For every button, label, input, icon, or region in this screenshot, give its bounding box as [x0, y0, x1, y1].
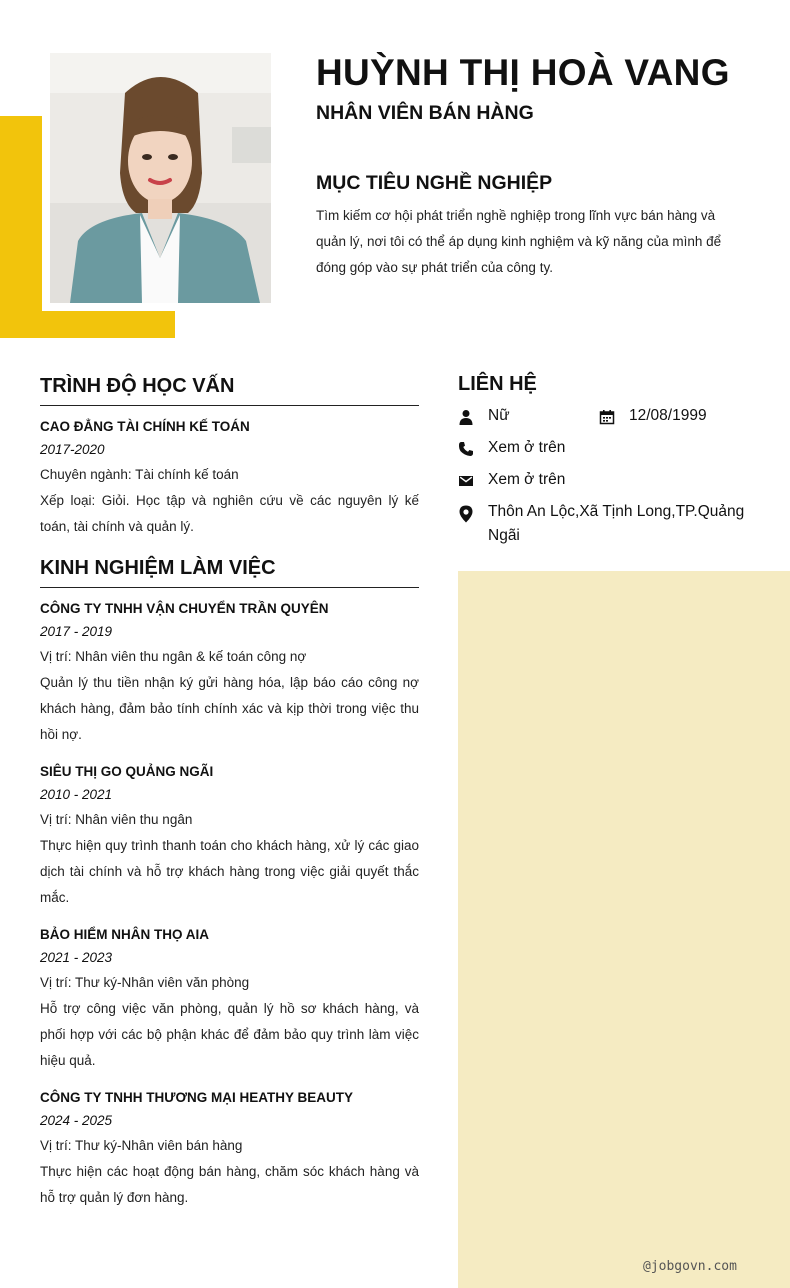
- contact-birthdate: 12/08/1999: [629, 407, 707, 424]
- education-entry: [40, 416, 419, 540]
- experience-entry: [40, 761, 419, 911]
- watermark: @jobgovn.com: [643, 1259, 737, 1274]
- experience-entry: [40, 598, 419, 748]
- experience-entry: [40, 924, 419, 1074]
- experience-entry: [40, 1087, 419, 1211]
- experience-position: Vị trí: Nhân viên thu ngân & kế toán công nợ: [40, 649, 307, 664]
- education-major: Chuyên ngành: Tài chính kế toán: [40, 467, 239, 482]
- job-title: NHÂN VIÊN BÁN HÀNG: [316, 102, 534, 124]
- decorative-panel: [458, 571, 790, 1288]
- accent-bar-horizontal: [0, 310, 175, 338]
- experience-years: 2010 - 2021: [40, 787, 113, 802]
- experience-description: Hỗ trợ công việc văn phòng, quản lý hồ sơ khách hàng, và phối hợp với các bộ phận khác để đảm bảo quy trình làm việc hiệu quả.: [40, 1001, 419, 1068]
- experience-description: Thực hiện quy trình thanh toán cho khách hàng, xử lý các giao dịch tài chính và hỗ trợ khách hàng trong việc giải quyết thắc mắc.: [40, 838, 419, 905]
- left-column: [40, 372, 419, 1211]
- accent-bar-vertical: [0, 116, 42, 338]
- experience-position: Vị trí: Nhân viên thu ngân: [40, 812, 193, 827]
- objective-text: Tìm kiếm cơ hội phát triển nghề nghiệp trong lĩnh vực bán hàng và quản lý, nơi tôi có thể áp dụng kinh nghiệm và kỹ năng của mình để đóng góp vào sự phát triển của công ty.: [316, 208, 722, 275]
- experience-years: 2024 - 2025: [40, 1113, 113, 1128]
- calendar-icon: [599, 409, 615, 425]
- contact-heading: LIÊN HỆ: [458, 373, 537, 395]
- experience-years: 2017 - 2019: [40, 624, 113, 639]
- experience-section: [40, 557, 419, 1211]
- company-name: CÔNG TY TNHH THƯƠNG MẠI HEATHY BEAUTY: [40, 1090, 353, 1105]
- company-name: SIÊU THỊ GO QUẢNG NGÃI: [40, 764, 214, 779]
- experience-position: Vị trí: Thư ký-Nhân viên bán hàng: [40, 1138, 243, 1153]
- envelope-icon: [458, 473, 474, 489]
- profile-photo: [50, 53, 271, 303]
- contact-phone: Xem ở trên: [488, 439, 566, 456]
- education-section: [40, 372, 419, 540]
- person-icon: [458, 409, 474, 425]
- contact-gender: Nữ: [488, 407, 510, 424]
- experience-description: Thực hiện các hoạt động bán hàng, chăm sóc khách hàng và hỗ trợ quản lý đơn hàng.: [40, 1164, 419, 1205]
- contact-email: Xem ở trên: [488, 471, 566, 488]
- education-heading: TRÌNH ĐỘ HỌC VẤN: [40, 372, 419, 406]
- experience-heading: KINH NGHIỆM LÀM VIỆC: [40, 557, 419, 588]
- education-detail: Xếp loại: Giỏi. Học tập và nghiên cứu về các nguyên lý kế toán, tài chính và quản lý.: [40, 493, 419, 534]
- objective-heading: MỤC TIÊU NGHỀ NGHIỆP: [316, 172, 553, 194]
- contact-address: Thôn An Lộc,Xã Tịnh Long,TP.Quảng Ngãi: [488, 503, 745, 544]
- company-name: BẢO HIỂM NHÂN THỌ AIA: [40, 927, 209, 942]
- experience-position: Vị trí: Thư ký-Nhân viên văn phòng: [40, 975, 250, 990]
- education-years: 2017-2020: [40, 442, 105, 457]
- school-name: CAO ĐẲNG TÀI CHÍNH KẾ TOÁN: [40, 419, 250, 434]
- experience-description: Quản lý thu tiền nhận ký gửi hàng hóa, lập báo cáo công nợ khách hàng, đảm bảo tính chính xác và kịp thời trong việc thu hồi nợ.: [40, 675, 419, 742]
- phone-icon: [458, 441, 474, 457]
- candidate-name: HUỲNH THỊ HOÀ VANG: [316, 52, 730, 93]
- experience-years: 2021 - 2023: [40, 950, 113, 965]
- location-pin-icon: [458, 505, 474, 523]
- company-name: CÔNG TY TNHH VẬN CHUYỂN TRẦN QUYÊN: [40, 601, 329, 616]
